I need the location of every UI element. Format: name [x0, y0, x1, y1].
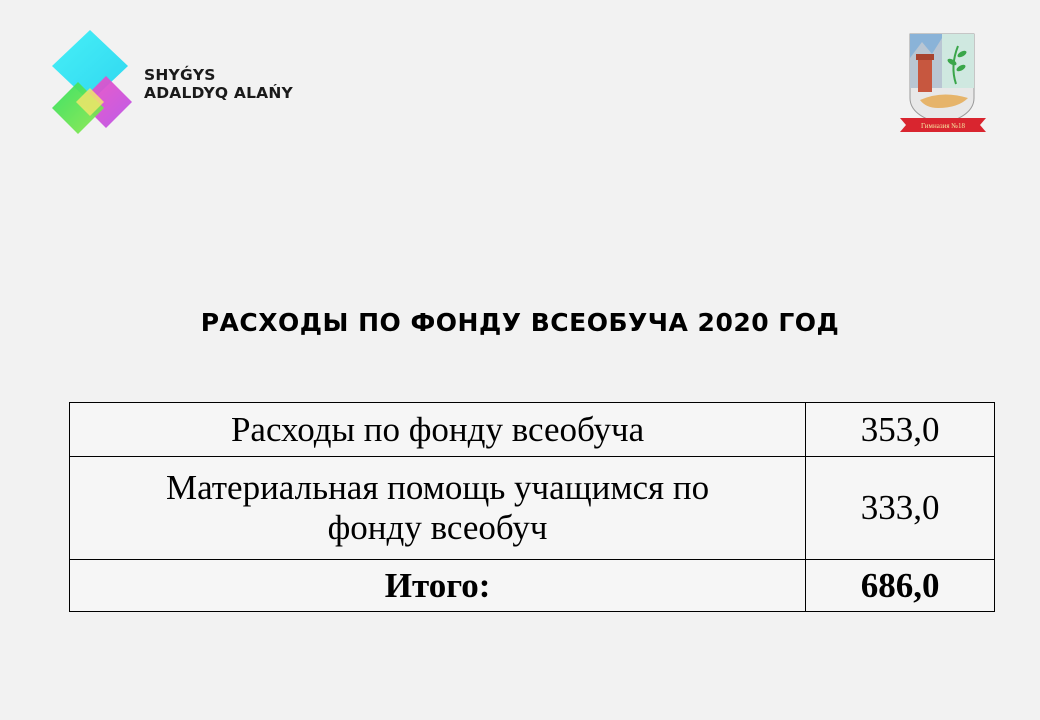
brand-logo: [48, 30, 318, 134]
brand-logo-line2: ADALDYQ ALAŃY: [144, 84, 293, 102]
brand-logo-mark-icon: [48, 30, 134, 134]
page-title: РАСХОДЫ ПО ФОНДУ ВСЕОБУЧА 2020 ГОД: [200, 308, 840, 337]
row-label-line2: фонду всеобуч: [327, 508, 548, 547]
row-label: Расходы по фонду всеобуча: [70, 403, 806, 457]
emblem-caption: Гимназия №18: [921, 122, 965, 130]
brand-logo-line1: SHYǴYS: [144, 66, 216, 84]
table-row: [70, 457, 995, 560]
school-emblem-icon: [898, 28, 988, 134]
table-row: [70, 403, 995, 457]
row-value: 353,0: [806, 403, 995, 457]
row-label: [70, 457, 806, 560]
expenses-table: [69, 402, 995, 612]
total-value: 686,0: [806, 560, 995, 612]
row-value: 333,0: [806, 457, 995, 560]
total-row: [70, 560, 995, 612]
total-label: Итого:: [70, 560, 806, 612]
brand-logo-text: [144, 66, 293, 102]
row-label-line1: Материальная помощь учащимся по: [165, 468, 710, 507]
